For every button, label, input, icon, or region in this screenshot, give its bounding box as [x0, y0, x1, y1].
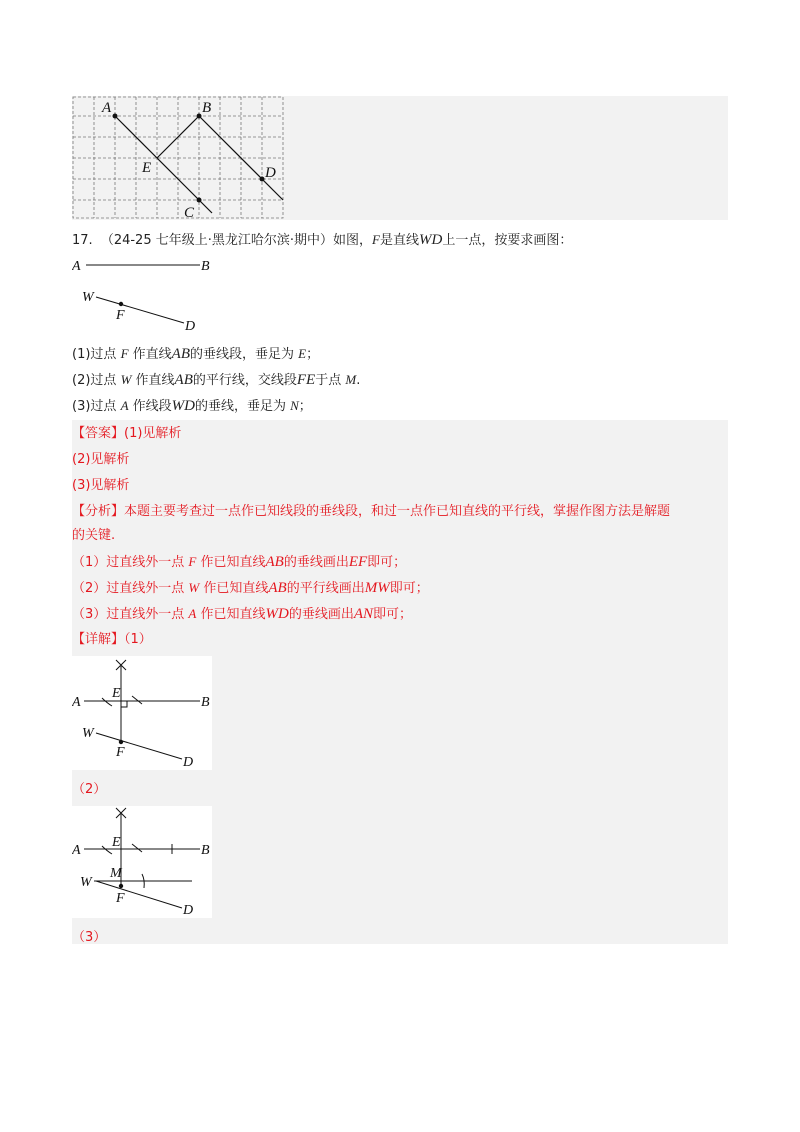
label-b: B: [201, 843, 210, 858]
label-c: C: [184, 205, 195, 220]
point-b: [197, 114, 202, 119]
detail-figure-2: [72, 806, 212, 918]
answer-1: 【答案】(1)见解析: [72, 426, 182, 441]
detail-figure-1: [72, 656, 212, 770]
label-e: E: [112, 835, 121, 850]
question-figure: [72, 255, 212, 335]
label-w: W: [80, 875, 92, 890]
point-d: [260, 177, 265, 182]
label-d: D: [183, 903, 194, 918]
answer-2: (2)见解析: [72, 452, 130, 467]
label-a: A: [72, 843, 81, 858]
point-c: [197, 198, 202, 203]
label-a: A: [72, 259, 81, 274]
detail-part-3: （3）: [72, 930, 107, 945]
question-line: 17. （24-25 七年级上·黑龙江哈尔滨·期中）如图，F是直线WD上一点，按要求画图：: [72, 232, 573, 248]
analysis-line-2: 的关键.: [72, 528, 116, 543]
label-m: M: [110, 866, 122, 881]
analysis-step-3: （3）过直线外一点 A 作已知直线WD的垂线画出AN即可；: [72, 606, 413, 622]
question-source: （24-25 七年级上·黑龙江哈尔滨·期中）: [100, 233, 334, 248]
label-f: F: [116, 745, 125, 760]
analysis-line-1: 【分析】本题主要考查过一点作已知线段的垂线段，和过一点作已知直线的平行线，掌握作图方法是解题: [72, 504, 671, 519]
label-b: B: [201, 695, 210, 710]
label-b: B: [201, 259, 210, 274]
label-w: W: [82, 726, 94, 741]
label-d: D: [183, 755, 194, 770]
analysis-label: 【分析】: [72, 504, 125, 519]
label-d: D: [185, 319, 196, 334]
label-e: E: [112, 686, 121, 701]
label-w: W: [82, 290, 94, 305]
grid-figure: [72, 96, 286, 220]
point-a: [113, 114, 118, 119]
answer-label: 【答案】: [72, 426, 125, 441]
label-f: F: [116, 891, 125, 906]
label-a: A: [102, 100, 112, 116]
label-a: A: [72, 695, 81, 710]
label-f: F: [116, 308, 125, 323]
analysis-step-2: （2）过直线外一点 W 作已知直线AB的平行线画出MW即可；: [72, 580, 429, 596]
detail-line: 【详解】（1）: [72, 632, 152, 647]
task-1: (1)过点 F 作直线AB的垂线段，垂足为 E；: [72, 346, 320, 362]
analysis-step-1: （1）过直线外一点 F 作已知直线AB的垂线画出EF即可；: [72, 554, 407, 570]
task-3: (3)过点 A 作线段WD的垂线，垂足为 N；: [72, 398, 312, 414]
detail-part-2: （2）: [72, 782, 107, 797]
question-number: 17.: [72, 233, 93, 248]
label-d: D: [265, 165, 276, 181]
task-2: (2)过点 W 作直线AB的平行线，交线段FE于点 M.: [72, 372, 361, 388]
answer-3: (3)见解析: [72, 478, 130, 493]
label-e: E: [142, 160, 152, 176]
label-b: B: [202, 100, 212, 116]
detail-label: 【详解】: [72, 632, 125, 647]
